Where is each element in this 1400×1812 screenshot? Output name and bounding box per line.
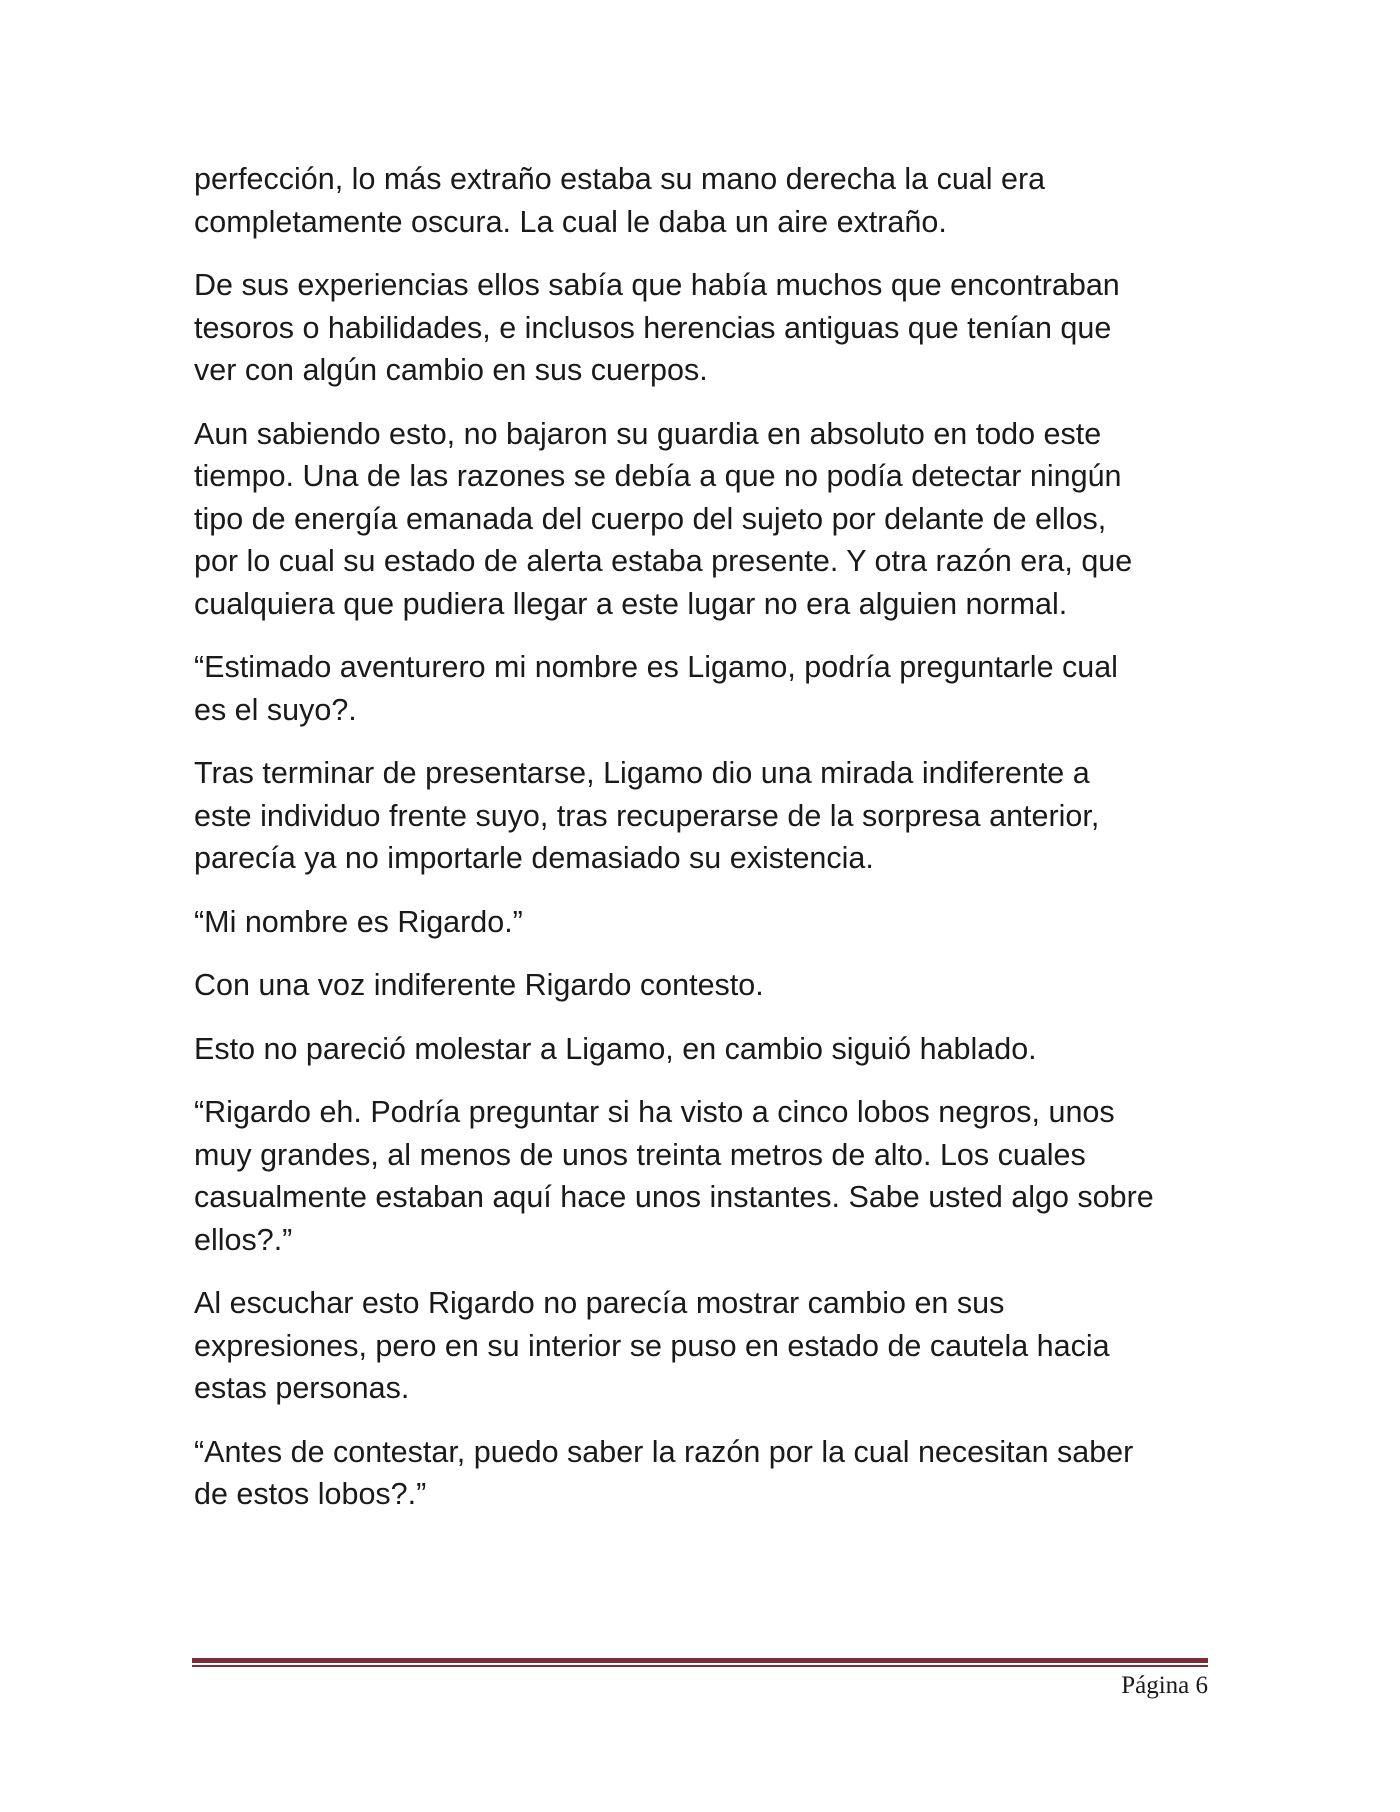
footer-divider-thin-line bbox=[192, 1665, 1208, 1667]
footer-divider bbox=[192, 1658, 1208, 1667]
paragraph: “Mi nombre es Rigardo.” bbox=[194, 904, 523, 939]
paragraph: Al escuchar esto Rigardo no parecía mostrar cambio en sus expresiones, pero en su interior se puso en estado de cautela hacia estas personas. bbox=[194, 1286, 1110, 1405]
paragraph: “Antes de contestar, puedo saber la razón por la cual necesitan saber de estos lobos?.” bbox=[194, 1434, 1134, 1511]
page-body-text bbox=[194, 158, 1214, 1537]
paragraph: Esto no pareció molestar a Ligamo, en cambio siguió hablado. bbox=[194, 1031, 1037, 1066]
paragraph: “Rigardo eh. Podría preguntar si ha visto a cinco lobos negros, unos muy grandes, al menos de unos treinta metros de alto. Los cuales casualmente estaban aquí hace unos instantes. Sabe usted algo sobre ellos?.” bbox=[194, 1095, 1154, 1257]
paragraph: Aun sabiendo esto, no bajaron su guardia en absoluto en todo este tiempo. Una de las razones se debía a que no podía detectar ningún tipo de energía emanada del cuerpo del sujeto por delante de ellos, por lo cual su estado de alerta estaba presente. Y otra razón era, que cualquiera que pudiera llegar a este lugar no era alguien normal. bbox=[194, 416, 1133, 621]
paragraph: Tras terminar de presentarse, Ligamo dio una mirada indiferente a este individuo frente suyo, tras recuperarse de la sorpresa anterior, parecía ya no importarle demasiado su existencia. bbox=[194, 756, 1100, 875]
paragraph: “Estimado aventurero mi nombre es Ligamo, podría preguntarle cual es el suyo?. bbox=[194, 650, 1118, 727]
footer-divider-thick-line bbox=[192, 1658, 1208, 1663]
page-number: Página 6 bbox=[1121, 1672, 1208, 1699]
paragraph: De sus experiencias ellos sabía que había muchos que encontraban tesoros o habilidades, e inclusos herencias antiguas que tenían que ver con algún cambio en sus cuerpos. bbox=[194, 268, 1120, 387]
paragraph: perfección, lo más extraño estaba su mano derecha la cual era completamente oscura. La cual le daba un aire extraño. bbox=[194, 162, 1046, 239]
paragraph: Con una voz indiferente Rigardo contesto. bbox=[194, 968, 764, 1002]
